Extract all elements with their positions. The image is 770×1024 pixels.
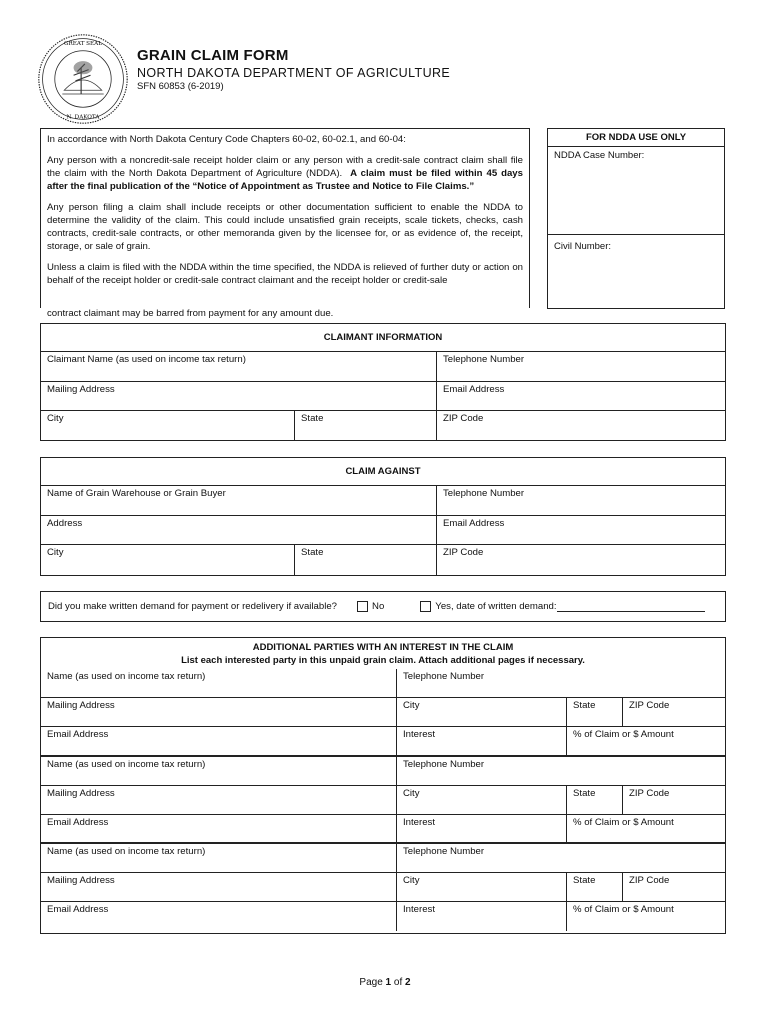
- party-3-mailing-field[interactable]: [41, 873, 397, 901]
- party-3-state-label: State: [573, 875, 596, 886]
- filing-deadline-notice: A claim must be filed within 45 days after the final publication of the “Notice of Appointment as Trustee and Notice to File Claims.”: [47, 168, 523, 192]
- intro-paragraph-4: Unless a claim is filed with the NDDA within the time specified, the NDDA is relieved of further duty or action on behalf of the receipt holder or credit-sale contract claimant and the receipt holder or credit-sale: [47, 262, 523, 286]
- total-page-number: 2: [405, 977, 411, 988]
- party-2-name-field[interactable]: [41, 757, 397, 785]
- party-1-name-label: Name (as used on income tax return): [47, 671, 206, 682]
- page-word: Page: [359, 977, 383, 988]
- party-1-amount-field[interactable]: [567, 727, 725, 755]
- ndda-use-only-box: [547, 128, 725, 309]
- party-3-amount-label: % of Claim or $ Amount: [573, 904, 674, 915]
- parties-heading: ADDITIONAL PARTIES WITH AN INTEREST IN THE CLAIM: [252, 642, 514, 653]
- party-2-amount-field[interactable]: [567, 815, 725, 842]
- parties-subheading: List each interested party in this unpaid grain claim. Attach additional pages if necessary.: [181, 655, 585, 666]
- warehouse-city-field[interactable]: [41, 545, 295, 575]
- party-3-state-field[interactable]: [567, 873, 623, 901]
- additional-parties-section: [40, 637, 726, 934]
- party-1-interest-field[interactable]: [397, 727, 567, 755]
- written-demand-row: [40, 591, 726, 622]
- warehouse-name-label: Name of Grain Warehouse or Grain Buyer: [47, 488, 226, 499]
- claimant-zip-field[interactable]: [437, 411, 725, 440]
- party-1-interest-label: Interest: [403, 729, 435, 740]
- claimant-name-label: Claimant Name (as used on income tax return): [47, 354, 246, 365]
- party-2-state-label: State: [573, 788, 596, 799]
- claimant-mailing-label: Mailing Address: [47, 384, 115, 395]
- current-page-number: 1: [385, 977, 392, 988]
- party-3-email-label: Email Address: [47, 904, 109, 915]
- warehouse-address-field[interactable]: [41, 516, 437, 544]
- state-seal-logo: [36, 32, 130, 126]
- party-2-interest-label: Interest: [403, 817, 435, 828]
- party-2-email-field[interactable]: [41, 815, 397, 842]
- party-3-zip-field[interactable]: [623, 873, 725, 901]
- warehouse-zip-field[interactable]: [437, 545, 725, 575]
- party-3-amount-field[interactable]: [567, 902, 725, 931]
- warehouse-state-label: State: [301, 547, 324, 558]
- claimant-zip-label: ZIP Code: [443, 413, 484, 424]
- party-1-zip-label: ZIP Code: [629, 700, 670, 711]
- ndda-heading: FOR NDDA USE ONLY: [548, 129, 724, 147]
- civil-number-field[interactable]: [548, 235, 724, 258]
- warehouse-name-field[interactable]: [41, 486, 437, 515]
- warehouse-zip-label: ZIP Code: [443, 547, 484, 558]
- claimant-city-field[interactable]: [41, 411, 295, 440]
- parties-heading-block: [41, 638, 725, 669]
- party-1-name-field[interactable]: [41, 669, 397, 697]
- form-number: SFN 60853 (6-2019): [137, 81, 224, 92]
- party-1-amount-label: % of Claim or $ Amount: [573, 729, 674, 740]
- intro-paragraph-2-text: Any person with a noncredit-sale receipt holder claim or any person with a credit-sale contract claim shall file the claim with the North Dakota Department of Agriculture (NDDA).: [47, 155, 523, 179]
- page-indicator: [0, 977, 770, 988]
- party-3-phone-field[interactable]: [397, 844, 725, 872]
- party-3-interest-field[interactable]: [397, 902, 567, 931]
- written-demand-question: Did you make written demand for payment or redelivery if available?: [48, 601, 338, 612]
- demand-yes-label: Yes, date of written demand:: [435, 601, 557, 612]
- ndda-case-number-label: NDDA Case Number:: [554, 150, 645, 161]
- party-2-name-label: Name (as used on income tax return): [47, 759, 206, 770]
- party-1-zip-field[interactable]: [623, 698, 725, 726]
- party-2-city-field[interactable]: [397, 786, 567, 814]
- warehouse-city-label: City: [47, 547, 64, 558]
- claimant-email-field[interactable]: [437, 382, 725, 410]
- party-2-city-label: City: [403, 788, 420, 799]
- claimant-state-label: State: [301, 413, 324, 424]
- party-1-state-field[interactable]: [567, 698, 623, 726]
- demand-date-input[interactable]: [557, 602, 705, 612]
- party-2-mailing-label: Mailing Address: [47, 788, 115, 799]
- party-3-name-field[interactable]: [41, 844, 397, 872]
- party-2-state-field[interactable]: [567, 786, 623, 814]
- warehouse-phone-label: Telephone Number: [443, 488, 525, 499]
- party-2-mailing-field[interactable]: [41, 786, 397, 814]
- party-1-city-label: City: [403, 700, 420, 711]
- party-2-interest-field[interactable]: [397, 815, 567, 842]
- party-2-phone-field[interactable]: [397, 757, 725, 785]
- warehouse-state-field[interactable]: [295, 545, 437, 575]
- form-title: GRAIN CLAIM FORM: [137, 47, 289, 64]
- claim-against-heading: CLAIM AGAINST: [41, 458, 725, 486]
- party-1-city-field[interactable]: [397, 698, 567, 726]
- intro-paragraph-1: In accordance with North Dakota Century Code Chapters 60-02, 60-02.1, and 60-04:: [47, 134, 406, 145]
- party-2-zip-label: ZIP Code: [629, 788, 670, 799]
- claimant-city-label: City: [47, 413, 64, 424]
- party-1-mailing-field[interactable]: [41, 698, 397, 726]
- party-1-phone-label: Telephone Number: [403, 671, 485, 682]
- party-1-mailing-label: Mailing Address: [47, 700, 115, 711]
- party-2-zip-field[interactable]: [623, 786, 725, 814]
- party-3-interest-label: Interest: [403, 904, 435, 915]
- warehouse-email-field[interactable]: [437, 516, 725, 544]
- party-3-name-label: Name (as used on income tax return): [47, 846, 206, 857]
- claimant-email-label: Email Address: [443, 384, 505, 395]
- party-3-phone-label: Telephone Number: [403, 846, 485, 857]
- of-word: of: [393, 977, 403, 988]
- intro-paragraph-3: Any person filing a claim shall include receipts or other documentation sufficient to enable the NDDA to determine the validity of the claim. This could include unsatisfied grain receipts, scale tickets, checks, cash contracts, credit-sale contracts, or other memoranda given by the licensee for, or as evidence of, the receipt, storage, or sale of grain.: [47, 202, 523, 252]
- warehouse-email-label: Email Address: [443, 518, 505, 529]
- party-2-email-label: Email Address: [47, 817, 109, 828]
- claimant-heading: CLAIMANT INFORMATION: [41, 324, 725, 352]
- claimant-phone-label: Telephone Number: [443, 354, 525, 365]
- civil-number-label: Civil Number:: [554, 241, 612, 252]
- party-1-email-label: Email Address: [47, 729, 109, 740]
- demand-yes-checkbox[interactable]: [420, 601, 431, 612]
- ndda-case-number-field[interactable]: [548, 147, 724, 235]
- claimant-mailing-field[interactable]: [41, 382, 437, 410]
- svg-text:N. DAKOTA: N. DAKOTA: [66, 114, 100, 121]
- party-3-zip-label: ZIP Code: [629, 875, 670, 886]
- party-1-state-label: State: [573, 700, 596, 711]
- party-3-city-field[interactable]: [397, 873, 567, 901]
- demand-no-label: No: [372, 601, 385, 612]
- claimant-phone-field[interactable]: [437, 352, 725, 381]
- party-1-phone-field[interactable]: [397, 669, 725, 697]
- party-3-email-field[interactable]: [41, 902, 397, 931]
- demand-no-checkbox[interactable]: [357, 601, 368, 612]
- warehouse-phone-field[interactable]: [437, 486, 725, 515]
- instructions-box: [40, 128, 530, 319]
- warehouse-address-label: Address: [47, 518, 83, 529]
- claim-against-section: [40, 457, 726, 576]
- intro-paragraph-4-overflow: contract claimant may be barred from payment for any amount due.: [47, 308, 334, 319]
- party-3-city-label: City: [403, 875, 420, 886]
- party-2-phone-label: Telephone Number: [403, 759, 485, 770]
- party-2-amount-label: % of Claim or $ Amount: [573, 817, 674, 828]
- party-1-email-field[interactable]: [41, 727, 397, 755]
- claimant-name-field[interactable]: [41, 352, 437, 381]
- claimant-information-section: [40, 323, 726, 441]
- party-3-mailing-label: Mailing Address: [47, 875, 115, 886]
- svg-text:GREAT SEAL: GREAT SEAL: [64, 41, 102, 48]
- claimant-state-field[interactable]: [295, 411, 437, 440]
- department-name: NORTH DAKOTA DEPARTMENT OF AGRICULTURE: [137, 66, 451, 80]
- intro-paragraph-2: [47, 154, 523, 193]
